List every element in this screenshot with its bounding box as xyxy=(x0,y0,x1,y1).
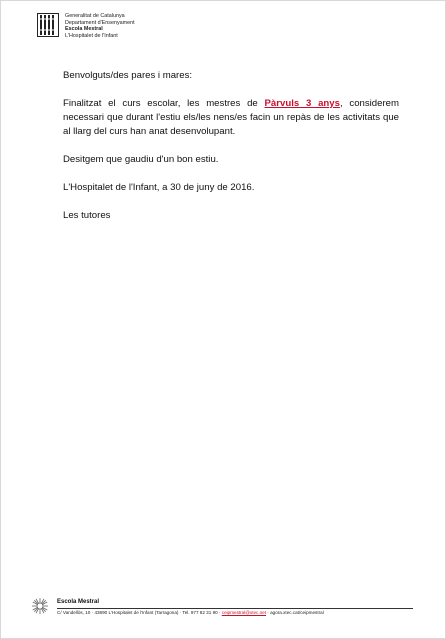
school-seal-icon xyxy=(31,597,49,615)
header-institution: Generalitat de Catalunya xyxy=(65,13,125,19)
footer-website: · agora.xtec.cat/ceipmestral xyxy=(266,610,324,615)
letter-signature: Les tutores xyxy=(63,210,111,221)
letterhead xyxy=(37,13,135,39)
generalitat-logo-icon xyxy=(37,13,59,37)
class-name-highlight: Pàrvuls 3 anys xyxy=(264,98,340,109)
letter-place-date: L'Hospitalet de l'Infant, a 30 de juny de 2016. xyxy=(63,182,255,193)
letter-greeting: Benvolguts/des pares i mares: xyxy=(63,70,193,81)
footer-email-link[interactable]: ceipmestral@xtec.net xyxy=(221,610,267,615)
letter-body xyxy=(63,69,399,223)
footer-divider xyxy=(57,608,413,609)
header-town: L'Hospitalet de l'Infant xyxy=(65,32,118,39)
footer-school-name: Escola Mestral xyxy=(57,599,100,605)
header-department: Departament d'Ensenyament xyxy=(65,19,135,26)
footer-address: C/ Vandellòs, 10 · 43890 L'Hospitalet de l'Infant (Tarragona) · Tel. 977 82 31 90 · xyxy=(57,610,222,615)
letter-wish: Desitgem que gaudiu d'un bon estiu. xyxy=(63,154,219,165)
footer-contact xyxy=(57,610,324,615)
header-school-name: Escola Mestral xyxy=(65,26,103,33)
paragraph-text-end: , considerem necessari que durant l'estiu els/les nens/es facin un repàs de les activitats que al llarg del curs han anat desenvolupant. xyxy=(63,98,399,137)
letter-paragraph xyxy=(63,97,399,139)
paragraph-text-start: Finalitzat el curs escolar, les mestres de xyxy=(63,98,265,109)
